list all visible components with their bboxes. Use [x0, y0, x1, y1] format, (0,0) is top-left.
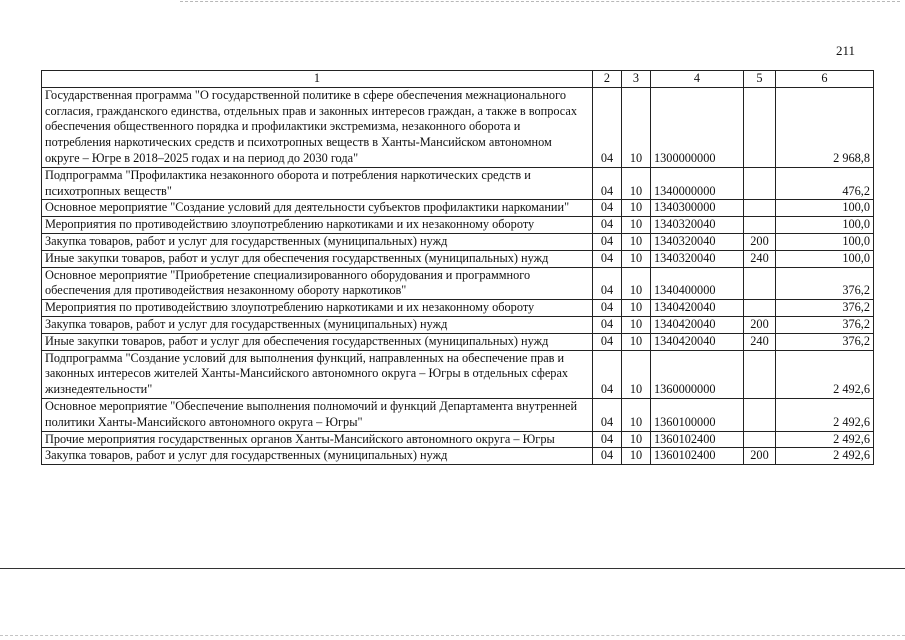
row-name-cell: Закупка товаров, работ и услуг для государственных (муниципальных) нужд [42, 448, 593, 465]
row-subsection-cell: 10 [622, 398, 651, 431]
row-subsection-cell: 10 [622, 448, 651, 465]
row-name-cell: Закупка товаров, работ и услуг для государственных (муниципальных) нужд [42, 316, 593, 333]
row-name-cell: Мероприятия по противодействию злоупотреблению наркотиками и их незаконному обороту [42, 217, 593, 234]
row-target-article-cell: 1340000000 [651, 167, 744, 200]
row-target-article-cell: 1340320040 [651, 217, 744, 234]
table-row [42, 333, 874, 350]
row-section-cell: 04 [593, 87, 622, 167]
table-row [42, 350, 874, 398]
table-row [42, 398, 874, 431]
row-amount-cell: 376,2 [776, 316, 874, 333]
row-subsection-cell: 10 [622, 316, 651, 333]
row-expense-type-cell [744, 431, 776, 448]
row-name-cell: Подпрограмма "Создание условий для выполнения функций, направленных на обеспечение прав и законных интересов жителей Ханты-Мансийского автономного округа – Югры в отдельных сферах жизнедеятельности" [42, 350, 593, 398]
header-col-6: 6 [776, 71, 874, 88]
row-subsection-cell: 10 [622, 300, 651, 317]
row-expense-type-cell: 200 [744, 233, 776, 250]
row-name-cell: Закупка товаров, работ и услуг для государственных (муниципальных) нужд [42, 233, 593, 250]
row-section-cell: 04 [593, 350, 622, 398]
row-section-cell: 04 [593, 431, 622, 448]
row-amount-cell: 376,2 [776, 333, 874, 350]
header-col-5: 5 [744, 71, 776, 88]
row-target-article-cell: 1360102400 [651, 431, 744, 448]
row-section-cell: 04 [593, 267, 622, 300]
row-name-cell: Основное мероприятие "Создание условий для деятельности субъектов профилактики наркомании" [42, 200, 593, 217]
strikethrough-line [0, 568, 905, 569]
row-amount-cell: 2 492,6 [776, 431, 874, 448]
row-name-cell: Иные закупки товаров, работ и услуг для обеспечения государственных (муниципальных) нужд [42, 250, 593, 267]
table-row [42, 316, 874, 333]
row-name-cell: Подпрограмма "Профилактика незаконного оборота и потребления наркотических средств и психотропных веществ" [42, 167, 593, 200]
table-row [42, 233, 874, 250]
row-target-article-cell: 1340320040 [651, 233, 744, 250]
row-name-cell: Иные закупки товаров, работ и услуг для обеспечения государственных (муниципальных) нужд [42, 333, 593, 350]
row-subsection-cell: 10 [622, 200, 651, 217]
row-expense-type-cell [744, 200, 776, 217]
row-target-article-cell: 1340320040 [651, 250, 744, 267]
table-row [42, 250, 874, 267]
row-amount-cell: 476,2 [776, 167, 874, 200]
row-section-cell: 04 [593, 167, 622, 200]
row-section-cell: 04 [593, 217, 622, 234]
header-col-4: 4 [651, 71, 744, 88]
table-row [42, 448, 874, 465]
row-expense-type-cell [744, 267, 776, 300]
row-subsection-cell: 10 [622, 350, 651, 398]
row-amount-cell: 2 492,6 [776, 448, 874, 465]
row-section-cell: 04 [593, 200, 622, 217]
row-subsection-cell: 10 [622, 267, 651, 300]
row-subsection-cell: 10 [622, 431, 651, 448]
row-subsection-cell: 10 [622, 87, 651, 167]
row-expense-type-cell: 200 [744, 448, 776, 465]
row-amount-cell: 2 492,6 [776, 350, 874, 398]
row-target-article-cell: 1340420040 [651, 316, 744, 333]
row-expense-type-cell [744, 398, 776, 431]
row-section-cell: 04 [593, 250, 622, 267]
row-expense-type-cell [744, 87, 776, 167]
row-target-article-cell: 1340420040 [651, 300, 744, 317]
row-section-cell: 04 [593, 316, 622, 333]
row-expense-type-cell [744, 350, 776, 398]
row-name-cell: Мероприятия по противодействию злоупотреблению наркотиками и их незаконному обороту [42, 300, 593, 317]
row-amount-cell: 100,0 [776, 217, 874, 234]
row-name-cell: Основное мероприятие "Обеспечение выполнения полномочий и функций Департамента внутренней политики Ханты-Мансийского автономного округа – Югры" [42, 398, 593, 431]
table-row [42, 217, 874, 234]
table-body [42, 87, 874, 464]
row-name-cell: Основное мероприятие "Приобретение специализированного оборудования и программного обеспечения для противодействия незаконному обороту наркотиков" [42, 267, 593, 300]
row-section-cell: 04 [593, 233, 622, 250]
row-amount-cell: 376,2 [776, 300, 874, 317]
scan-artifact-bottom [0, 635, 905, 636]
row-expense-type-cell [744, 167, 776, 200]
row-section-cell: 04 [593, 448, 622, 465]
row-subsection-cell: 10 [622, 167, 651, 200]
row-target-article-cell: 1340400000 [651, 267, 744, 300]
row-expense-type-cell [744, 300, 776, 317]
row-target-article-cell: 1360102400 [651, 448, 744, 465]
row-name-cell: Государственная программа "О государственной политике в сфере обеспечения межнационального согласия, гражданского единства, отдельных прав и законных интересов граждан, а также в вопросах обеспечения общественного порядка и профилактики экстремизма, незаконного оборота и потребления наркотических средств и психотропных веществ в Ханты-Мансийском автономном округе – Югре в 2018–2025 годах и на период до 2030 года" [42, 87, 593, 167]
row-amount-cell: 100,0 [776, 250, 874, 267]
row-section-cell: 04 [593, 300, 622, 317]
table-row [42, 87, 874, 167]
scan-artifact-top [180, 1, 900, 2]
header-col-1: 1 [42, 71, 593, 88]
row-target-article-cell: 1360100000 [651, 398, 744, 431]
row-amount-cell: 100,0 [776, 233, 874, 250]
table-row [42, 431, 874, 448]
header-col-3: 3 [622, 71, 651, 88]
row-target-article-cell: 1340420040 [651, 333, 744, 350]
row-target-article-cell: 1360000000 [651, 350, 744, 398]
row-target-article-cell: 1300000000 [651, 87, 744, 167]
row-name-cell: Прочие мероприятия государственных органов Ханты-Мансийского автономного округа – Югры [42, 431, 593, 448]
table-row [42, 267, 874, 300]
table-row [42, 167, 874, 200]
row-amount-cell: 100,0 [776, 200, 874, 217]
row-expense-type-cell: 240 [744, 333, 776, 350]
row-section-cell: 04 [593, 398, 622, 431]
row-subsection-cell: 10 [622, 333, 651, 350]
header-row [42, 71, 874, 88]
row-expense-type-cell [744, 217, 776, 234]
row-subsection-cell: 10 [622, 233, 651, 250]
table-row [42, 300, 874, 317]
budget-table [41, 70, 874, 465]
row-expense-type-cell: 240 [744, 250, 776, 267]
row-subsection-cell: 10 [622, 217, 651, 234]
row-subsection-cell: 10 [622, 250, 651, 267]
row-amount-cell: 2 492,6 [776, 398, 874, 431]
page-number: 211 [836, 43, 856, 58]
row-amount-cell: 2 968,8 [776, 87, 874, 167]
table-row [42, 200, 874, 217]
header-col-2: 2 [593, 71, 622, 88]
row-target-article-cell: 1340300000 [651, 200, 744, 217]
row-expense-type-cell: 200 [744, 316, 776, 333]
row-amount-cell: 376,2 [776, 267, 874, 300]
row-section-cell: 04 [593, 333, 622, 350]
